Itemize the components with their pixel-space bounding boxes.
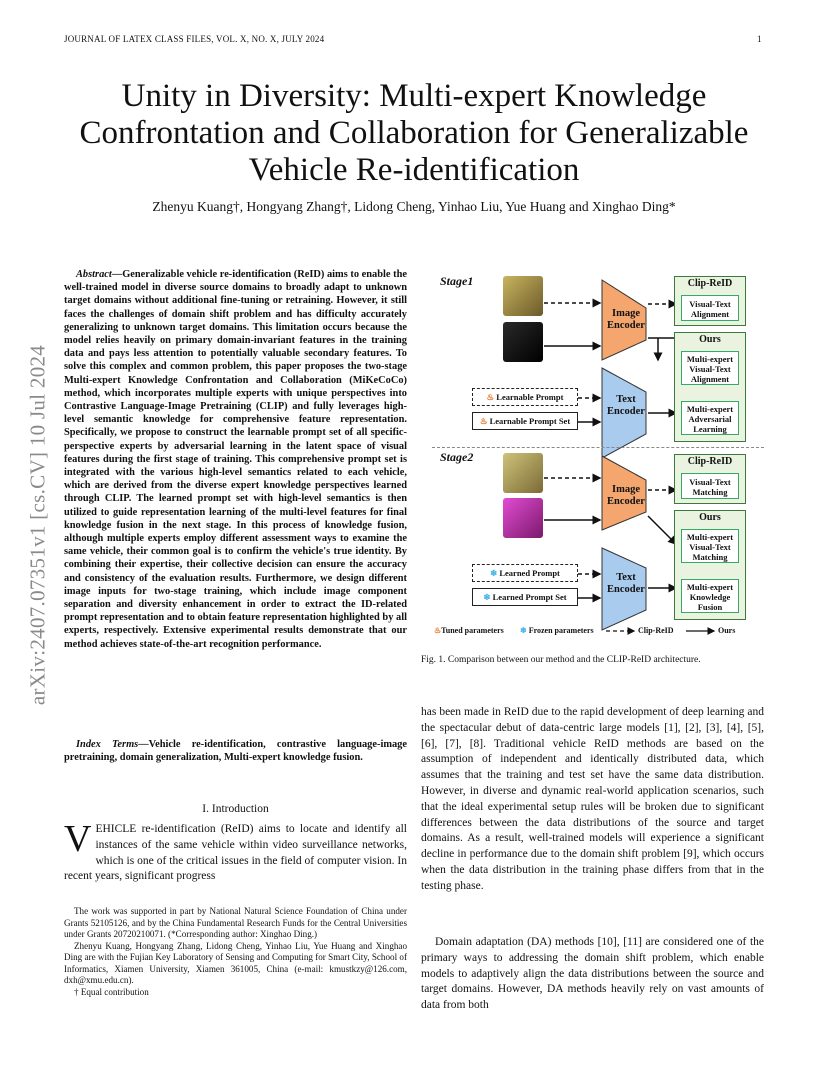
figure-1: [428, 268, 768, 640]
s1-clip-reid-title: Clip-ReID: [687, 278, 733, 289]
snowflake-icon: ❄: [520, 626, 529, 635]
s2-ours-box-a: Multi-expert Visual-Text Matching: [681, 529, 739, 563]
section-heading: I. Introduction: [202, 803, 269, 815]
snowflake-icon: ❄: [483, 592, 491, 602]
stage1-label: Stage1: [440, 274, 474, 288]
car-image-original: [503, 276, 543, 316]
s1-clip-reid-panel: [674, 276, 746, 326]
author-list: Zhenyu Kuang†, Hongyang Zhang†, Lidong Cheng, Yinhao Liu, Yue Huang and Xinghao Ding*: [152, 199, 676, 214]
index-terms-text: —Vehicle re-identification, contrastive language-image pretraining, domain generalization, Multi-expert knowledge fusion.: [64, 739, 407, 764]
abstract-label: Abstract: [76, 269, 112, 280]
s1-learnable-prompt: [472, 388, 578, 406]
index-terms: [64, 738, 407, 764]
s1-ours-box-a: Multi-expert Visual-Text Alignment: [681, 351, 739, 385]
s1-ours-box-b: Multi-expert Adversarial Learning: [681, 401, 739, 435]
s1-ours-panel: [674, 332, 746, 442]
stage2-label: Stage2: [440, 450, 474, 464]
s2-clip-reid-panel: [674, 454, 746, 504]
car-image-separated: [503, 322, 543, 362]
legend-tuned: ♨Tuned parameters: [434, 626, 504, 635]
snowflake-icon: ❄: [490, 568, 498, 578]
s2-image-encoder: Image Encoder: [607, 484, 645, 507]
abstract-text: —Generalizable vehicle re-identification (ReID) aims to enable the well-trained model in diverse source domains to broadly adapt to unknown target domains without additional fine-tuning or retraining. However, it still faces the challenges of domain shift problem and has difficulty accurately generalizing to unknown target domains. This limitation occurs because the model relies heavily on primary domain-invariant features in the training data and pays less attention to potentially valuable secondary features. To solve this complex and common problem, this paper proposes the two-stage Multi-expert Knowledge Confrontation and Collaboration (MiKeCoCo) method, which incorporates multiple experts with unique perspectives into Contrastive Language-Image Pretraining (CLIP) and fully leverages high-level semantic knowledge for comprehensive feature representation. Specifically, we propose to construct the learnable prompt set of all specific-perspective experts by adversarial learning in the latent space of visual features during the first stage of training. This comprehensive prompt set is integrated with the various high-level semantics related to each vehicle, which are derived from the diverse expert knowledge perspectives learned through CLIP. The learned prompt set with high-level semantics is then utilized to guide representation learning of the multi-level features for final knowledge fusion in the next stage. In this process of knowledge fusion, although multiple experts employ different assessment ways to examine the same vehicle, their common goal is to confirm the vehicle's true identity. By combining their expertise, their collective decision can ensure the accuracy and consistency of the evaluation results. Furthermore, we design different image inputs for two-stage training, which include image component separation and diversity enhancement in order to extract the ID-related prompt representation and to obtain feature representation highlighted by all experts, respectively. Extensive experimental results demonstrate that our method achieves state-of-the-art recognition performance.: [64, 269, 407, 650]
car-image-stage2-b: [503, 498, 543, 538]
right-paragraph-1: has been made in ReID due to the rapid development of deep learning and the spectacular debut of data-centric large models [1], [2], [3], [4], [5], [6], [7], [8]. Traditional vehicle ReID methods are based on the assumption of independent and identically distributed data, which assumes that the training and test set have the same data distribution. However, in diverse and dynamic real-world application scenarios, such that the ideal experimental setup rules will be broken due to significant differences between the data distributions of the source and target domains. As a result, well-trained models will experience a significant decline in performance due to the domain shift problem [9], which occurs when the data distribution in the training phase differs from that in the testing phase.: [421, 706, 764, 892]
s2-clip-box: Visual-Text Matching: [681, 473, 739, 499]
s2-learned-prompt-set: [472, 588, 578, 606]
stage-separator: [432, 447, 764, 448]
flame-icon: ♨: [486, 392, 495, 402]
figure-caption: Fig. 1. Comparison between our method and the CLIP-ReID architecture.: [421, 655, 701, 665]
s2-ours-title: Ours: [699, 512, 721, 523]
legend-frozen: ❄ Frozen parameters: [520, 626, 594, 635]
dropcap: V: [64, 818, 92, 860]
legend-clip: Clip-ReID: [638, 626, 674, 635]
s1-prompt-set-text: Learnable Prompt Set: [489, 416, 571, 426]
s1-clip-box: Visual-Text Alignment: [681, 295, 739, 321]
flame-icon: ♨: [479, 416, 488, 426]
s2-ours-panel: [674, 510, 746, 620]
s2-prompt-set-text: Learned Prompt Set: [492, 592, 567, 602]
abstract: [64, 268, 407, 651]
intro-paragraph: [64, 818, 407, 885]
s2-learned-prompt: [472, 564, 578, 582]
arxiv-stamp[interactable]: arXiv:2407.07351v1 [cs.CV] 10 Jul 2024: [25, 344, 50, 706]
s1-learnable-prompt-set: [472, 412, 578, 430]
paper-title: Unity in Diversity: Multi-expert Knowledge Confrontation and Collaboration for Generalizable Vehicle Re-identification: [79, 78, 749, 188]
legend-ours: Ours: [718, 626, 736, 635]
s2-text-encoder: Text Encoder: [607, 572, 645, 595]
car-image-stage2-a: [503, 453, 543, 493]
footnote-equal: † Equal contribution: [74, 986, 149, 997]
footnote-funding: The work was supported in part by National Natural Science Foundation of China under Grants 52105126, and by the China Fundamental Research Funds for the Central Universities under Grants 20720210071. (*Corresponding author: Xinghao Ding.): [64, 906, 407, 939]
intro-text: EHICLE re-identification (ReID) aims to locate and identify all instances of the same vehicle within video surveillance networks, which is one of the critical issues in the field of computer vision. In recent years, significant progress: [64, 823, 407, 883]
right-paragraph-2: Domain adaptation (DA) methods [10], [11] are considered one of the primary ways to addressing the domain shift problem, which enable models to adaptively align the data distributions between the source and target domains. However, DA methods heavily rely on vast amounts of data from both: [421, 936, 764, 1012]
s1-prompt-text: Learnable Prompt: [496, 392, 564, 402]
s2-ours-box-b: Multi-expert Knowledge Fusion: [681, 579, 739, 613]
page-number: 1: [757, 34, 762, 44]
s1-text-encoder: Text Encoder: [607, 394, 645, 417]
s2-prompt-text: Learned Prompt: [499, 568, 560, 578]
s2-clip-reid-title: Clip-ReID: [687, 456, 733, 467]
footnote-affiliation: Zhenyu Kuang, Hongyang Zhang, Lidong Cheng, Yinhao Liu, Yue Huang and Xinghao Ding are with the Fujian Key Laboratory of Sensing and Computing for Smart City, School of Informatics, Xiamen University, Xiamen 361005, China (e-mail: kmustkzy@126.com, dxh@xmu.edu.cn).: [64, 940, 407, 985]
s1-image-encoder: Image Encoder: [607, 308, 645, 331]
index-terms-label: Index Terms: [76, 739, 139, 750]
running-header: JOURNAL OF LATEX CLASS FILES, VOL. X, NO. X, JULY 2024: [64, 34, 325, 44]
s1-ours-title: Ours: [699, 334, 721, 345]
footnotes: [64, 906, 407, 998]
flame-icon: ♨: [434, 626, 442, 635]
